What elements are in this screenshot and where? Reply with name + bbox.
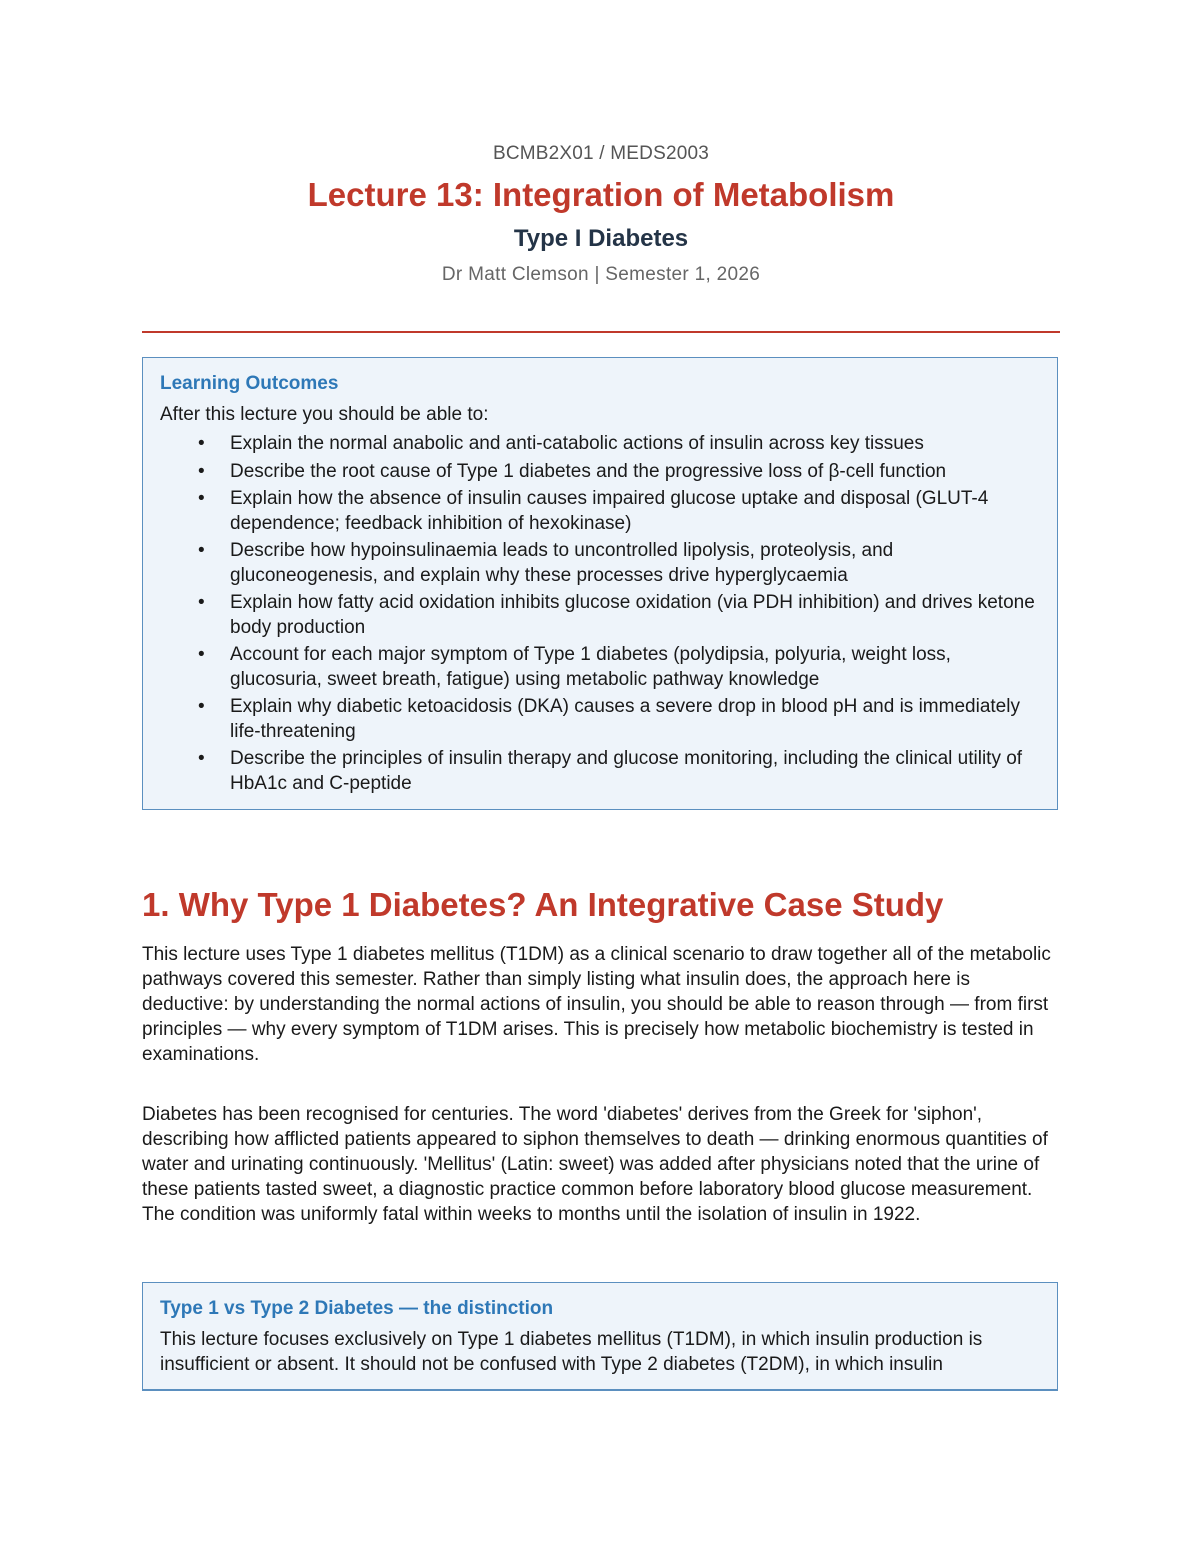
bullet-icon: • <box>198 488 205 509</box>
header-divider <box>142 331 1060 333</box>
learning-outcomes-intro: After this lecture you should be able to: <box>160 404 489 425</box>
outcome-text: Explain how fatty acid oxidation inhibits glucose oxidation (via PDH inhibition) and drives ketone body production <box>230 592 1035 638</box>
learning-outcomes-heading: Learning Outcomes <box>160 373 339 394</box>
list-item <box>160 487 1040 536</box>
list-item <box>160 591 1040 640</box>
bullet-icon: • <box>198 696 205 717</box>
distinction-heading: Type 1 vs Type 2 Diabetes — the distinction <box>160 1298 554 1319</box>
outcome-text: Explain how the absence of insulin causes impaired glucose uptake and disposal (GLUT-4 dependence; feedback inhibition of hexokinase) <box>230 488 989 534</box>
author-semester: Dr Matt Clemson | Semester 1, 2026 <box>441 264 761 285</box>
bullet-icon: • <box>198 540 205 561</box>
outcome-text: Account for each major symptom of Type 1 diabetes (polydipsia, polyuria, weight loss, glucosuria, sweet breath, fatigue) using metabolic pathway knowledge <box>230 644 951 690</box>
outcome-text: Explain the normal anabolic and anti-catabolic actions of insulin across key tissues <box>230 433 924 454</box>
section-1-paragraph-2: Diabetes has been recognised for centuries. The word 'diabetes' derives from the Greek for 'siphon', describing how afflicted patients appeared to siphon themselves to death — drinking enormous quantities of water and urinating continuously. 'Mellitus' (Latin: sweet) was added after physicians noted that the urine of these patients tasted sweet, a diagnostic practice common before laboratory blood glucose measurement. The condition was uniformly fatal within weeks to months until the isolation of insulin in 1922. <box>142 1104 1048 1225</box>
diabetes-distinction-box <box>142 1282 1058 1390</box>
list-item <box>160 539 1040 588</box>
outcome-text: Describe the root cause of Type 1 diabetes and the progressive loss of β-cell function <box>230 460 947 482</box>
learning-outcomes-box <box>142 357 1058 810</box>
outcome-text: Describe how hypoinsulinaemia leads to uncontrolled lipolysis, proteolysis, and gluconeogenesis, and explain why these processes drive hyperglycaemia <box>230 540 894 586</box>
section-1-paragraph-1: This lecture uses Type 1 diabetes mellitus (T1DM) as a clinical scenario to draw together all of the metabolic pathways covered this semester. Rather than simply listing what insulin does, the approach here is deductive: by understanding the normal actions of insulin, you should be able to reason through — from first principles — why every symptom of T1DM arises. This is precisely how metabolic biochemistry is tested in examinations. <box>142 944 1051 1065</box>
list-item <box>160 432 1040 457</box>
bullet-icon: • <box>198 644 205 665</box>
lecture-title: Lecture 13: Integration of Metabolism <box>307 176 895 213</box>
page-cut-line <box>142 1389 1058 1391</box>
bullet-icon: • <box>198 433 205 454</box>
outcome-text: Explain why diabetic ketoacidosis (DKA) causes a severe drop in blood pH and is immediately life-threatening <box>230 696 1020 742</box>
section-1-heading: 1. Why Type 1 Diabetes? An Integrative Case Study <box>142 886 944 923</box>
learning-outcomes-list <box>160 432 1040 799</box>
outcome-text: Describe the principles of insulin therapy and glucose monitoring, including the clinical utility of HbA1c and C-peptide <box>230 748 1023 794</box>
list-item <box>160 695 1040 744</box>
bullet-icon: • <box>198 592 205 613</box>
list-item <box>160 460 1040 485</box>
course-code: BCMB2X01 / MEDS2003 <box>492 143 710 164</box>
lecture-subtitle: Type I Diabetes <box>513 225 689 252</box>
distinction-text: This lecture focuses exclusively on Type 1 diabetes mellitus (T1DM), in which insulin production is insufficient or absent. It should not be confused with Type 2 diabetes (T2DM), in which insulin <box>160 1329 983 1375</box>
list-item <box>160 747 1040 796</box>
list-item <box>160 643 1040 692</box>
bullet-icon: • <box>198 460 205 482</box>
bullet-icon: • <box>198 748 205 769</box>
